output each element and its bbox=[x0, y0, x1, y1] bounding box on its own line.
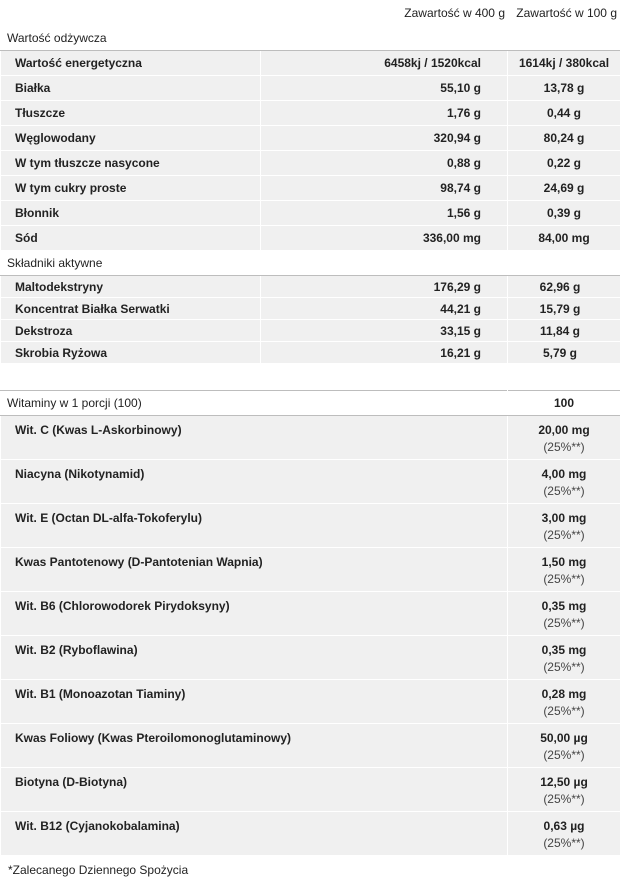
ingredient-value-400: 176,29 g bbox=[261, 276, 508, 298]
vitamin-percent: (25%**) bbox=[543, 836, 585, 850]
vitamin-percent: (25%**) bbox=[543, 660, 585, 674]
vitamin-amount: 12,50 µg bbox=[540, 775, 588, 789]
nutrient-value-100: 84,00 mg bbox=[508, 226, 620, 251]
table-row bbox=[1, 460, 620, 504]
section-nutrition bbox=[1, 26, 620, 51]
vitamins-header-value: 100 bbox=[508, 391, 620, 416]
vitamin-value-cell bbox=[508, 680, 620, 724]
vitamin-name: Niacyna (Nikotynamid) bbox=[1, 460, 508, 504]
vitamin-value-cell bbox=[508, 724, 620, 768]
section-label: Składniki aktywne bbox=[1, 251, 620, 276]
table-row bbox=[1, 201, 620, 226]
table-row bbox=[1, 298, 620, 320]
vitamin-name: Biotyna (D-Biotyna) bbox=[1, 768, 508, 812]
vitamin-amount: 1,50 mg bbox=[541, 555, 587, 569]
ingredient-value-100: 11,84 g bbox=[508, 320, 620, 342]
nutrient-value-400: 55,10 g bbox=[261, 76, 508, 101]
vitamin-percent: (25%**) bbox=[543, 704, 585, 718]
table-row bbox=[1, 504, 620, 548]
nutrient-value-400: 6458kj / 1520kcal bbox=[261, 51, 508, 76]
table-row bbox=[1, 592, 620, 636]
nutrient-value-100: 0,44 g bbox=[508, 101, 620, 126]
nutrient-value-100: 24,69 g bbox=[508, 176, 620, 201]
vitamin-amount: 20,00 mg bbox=[538, 423, 590, 437]
nutrient-name: W tym tłuszcze nasycone bbox=[1, 151, 261, 176]
table-row bbox=[1, 724, 620, 768]
vitamin-amount: 0,35 mg bbox=[541, 599, 587, 613]
nutrient-name: Tłuszcze bbox=[1, 101, 261, 126]
vitamin-percent: (25%**) bbox=[543, 440, 585, 454]
nutrient-value-400: 1,76 g bbox=[261, 101, 508, 126]
ingredient-value-100: 15,79 g bbox=[508, 298, 620, 320]
header-col-400: Zawartość w 400 g bbox=[261, 1, 508, 26]
table-row bbox=[1, 101, 620, 126]
nutrient-value-400: 98,74 g bbox=[261, 176, 508, 201]
table-row bbox=[1, 680, 620, 724]
section-label: Wartość odżywcza bbox=[1, 26, 620, 51]
header-col-100: Zawartość w 100 g bbox=[508, 1, 620, 26]
table-row bbox=[1, 636, 620, 680]
table-row bbox=[1, 176, 620, 201]
vitamins-header-label: Witaminy w 1 porcji (100) bbox=[1, 391, 508, 416]
table-row bbox=[1, 226, 620, 251]
vitamin-value-cell bbox=[508, 636, 620, 680]
vitamins-header-row bbox=[1, 391, 620, 416]
vitamin-amount: 0,28 mg bbox=[541, 687, 587, 701]
vitamin-value-cell bbox=[508, 416, 620, 460]
vitamin-percent: (25%**) bbox=[543, 572, 585, 586]
vitamin-percent: (25%**) bbox=[543, 484, 585, 498]
nutrient-value-400: 320,94 g bbox=[261, 126, 508, 151]
vitamin-percent: (25%**) bbox=[543, 792, 585, 806]
vitamin-name: Wit. B2 (Ryboflawina) bbox=[1, 636, 508, 680]
ingredient-value-400: 44,21 g bbox=[261, 298, 508, 320]
ingredient-name: Koncentrat Białka Serwatki bbox=[1, 298, 261, 320]
nutrient-value-400: 0,88 g bbox=[261, 151, 508, 176]
ingredient-name: Dekstroza bbox=[1, 320, 261, 342]
vitamins-table bbox=[0, 390, 620, 856]
table-row bbox=[1, 126, 620, 151]
ingredient-value-400: 16,21 g bbox=[261, 342, 508, 364]
vitamin-name: Wit. E (Octan DL-alfa-Tokoferylu) bbox=[1, 504, 508, 548]
footnote: *Zalecanego Dziennego Spożycia bbox=[8, 863, 189, 877]
nutrient-value-100: 13,78 g bbox=[508, 76, 620, 101]
table-row bbox=[1, 320, 620, 342]
vitamin-percent: (25%**) bbox=[543, 616, 585, 630]
table-row bbox=[1, 768, 620, 812]
vitamin-name: Wit. B12 (Cyjanokobalamina) bbox=[1, 812, 508, 856]
nutrient-name: Węglowodany bbox=[1, 126, 261, 151]
table-row bbox=[1, 416, 620, 460]
vitamin-amount: 50,00 µg bbox=[540, 731, 588, 745]
nutrient-value-100: 80,24 g bbox=[508, 126, 620, 151]
table-header-row bbox=[1, 1, 620, 26]
nutrient-value-400: 336,00 mg bbox=[261, 226, 508, 251]
nutrition-table bbox=[0, 0, 620, 364]
nutrient-name: Błonnik bbox=[1, 201, 261, 226]
vitamin-amount: 3,00 mg bbox=[541, 511, 587, 525]
nutrient-name: Białka bbox=[1, 76, 261, 101]
ingredient-value-100: 5,79 g bbox=[508, 342, 620, 364]
table-row bbox=[1, 51, 620, 76]
vitamin-amount: 0,63 µg bbox=[543, 819, 585, 833]
ingredient-name: Maltodekstryny bbox=[1, 276, 261, 298]
ingredient-name: Skrobia Ryżowa bbox=[1, 342, 261, 364]
nutrient-name: W tym cukry proste bbox=[1, 176, 261, 201]
nutrient-value-100: 0,39 g bbox=[508, 201, 620, 226]
table-row bbox=[1, 276, 620, 298]
nutrient-name: Wartość energetyczna bbox=[1, 51, 261, 76]
section-active bbox=[1, 251, 620, 276]
nutrient-value-100: 0,22 g bbox=[508, 151, 620, 176]
ingredient-value-100: 62,96 g bbox=[508, 276, 620, 298]
table-row bbox=[1, 812, 620, 856]
ingredient-value-400: 33,15 g bbox=[261, 320, 508, 342]
vitamin-percent: (25%**) bbox=[543, 528, 585, 542]
vitamin-value-cell bbox=[508, 460, 620, 504]
table-gap bbox=[0, 366, 620, 390]
nutrient-value-400: 1,56 g bbox=[261, 201, 508, 226]
vitamin-name: Wit. B1 (Monoazotan Tiaminy) bbox=[1, 680, 508, 724]
nutrient-value-100: 1614kj / 380kcal bbox=[508, 51, 620, 76]
table-row bbox=[1, 342, 620, 364]
vitamin-amount: 0,35 mg bbox=[541, 643, 587, 657]
vitamin-value-cell bbox=[508, 768, 620, 812]
header-blank-cell bbox=[1, 1, 261, 26]
vitamin-percent: (25%**) bbox=[543, 748, 585, 762]
vitamin-value-cell bbox=[508, 504, 620, 548]
table-row bbox=[1, 151, 620, 176]
vitamin-value-cell bbox=[508, 592, 620, 636]
vitamin-value-cell bbox=[508, 812, 620, 856]
vitamin-name: Kwas Foliowy (Kwas Pteroilomonoglutaminowy) bbox=[1, 724, 508, 768]
vitamin-value-cell bbox=[508, 548, 620, 592]
vitamin-amount: 4,00 mg bbox=[541, 467, 587, 481]
table-row bbox=[1, 548, 620, 592]
vitamin-name: Wit. C (Kwas L-Askorbinowy) bbox=[1, 416, 508, 460]
nutrient-name: Sód bbox=[1, 226, 261, 251]
vitamin-name: Wit. B6 (Chlorowodorek Pirydoksyny) bbox=[1, 592, 508, 636]
table-row bbox=[1, 76, 620, 101]
vitamin-name: Kwas Pantotenowy (D-Pantotenian Wapnia) bbox=[1, 548, 508, 592]
